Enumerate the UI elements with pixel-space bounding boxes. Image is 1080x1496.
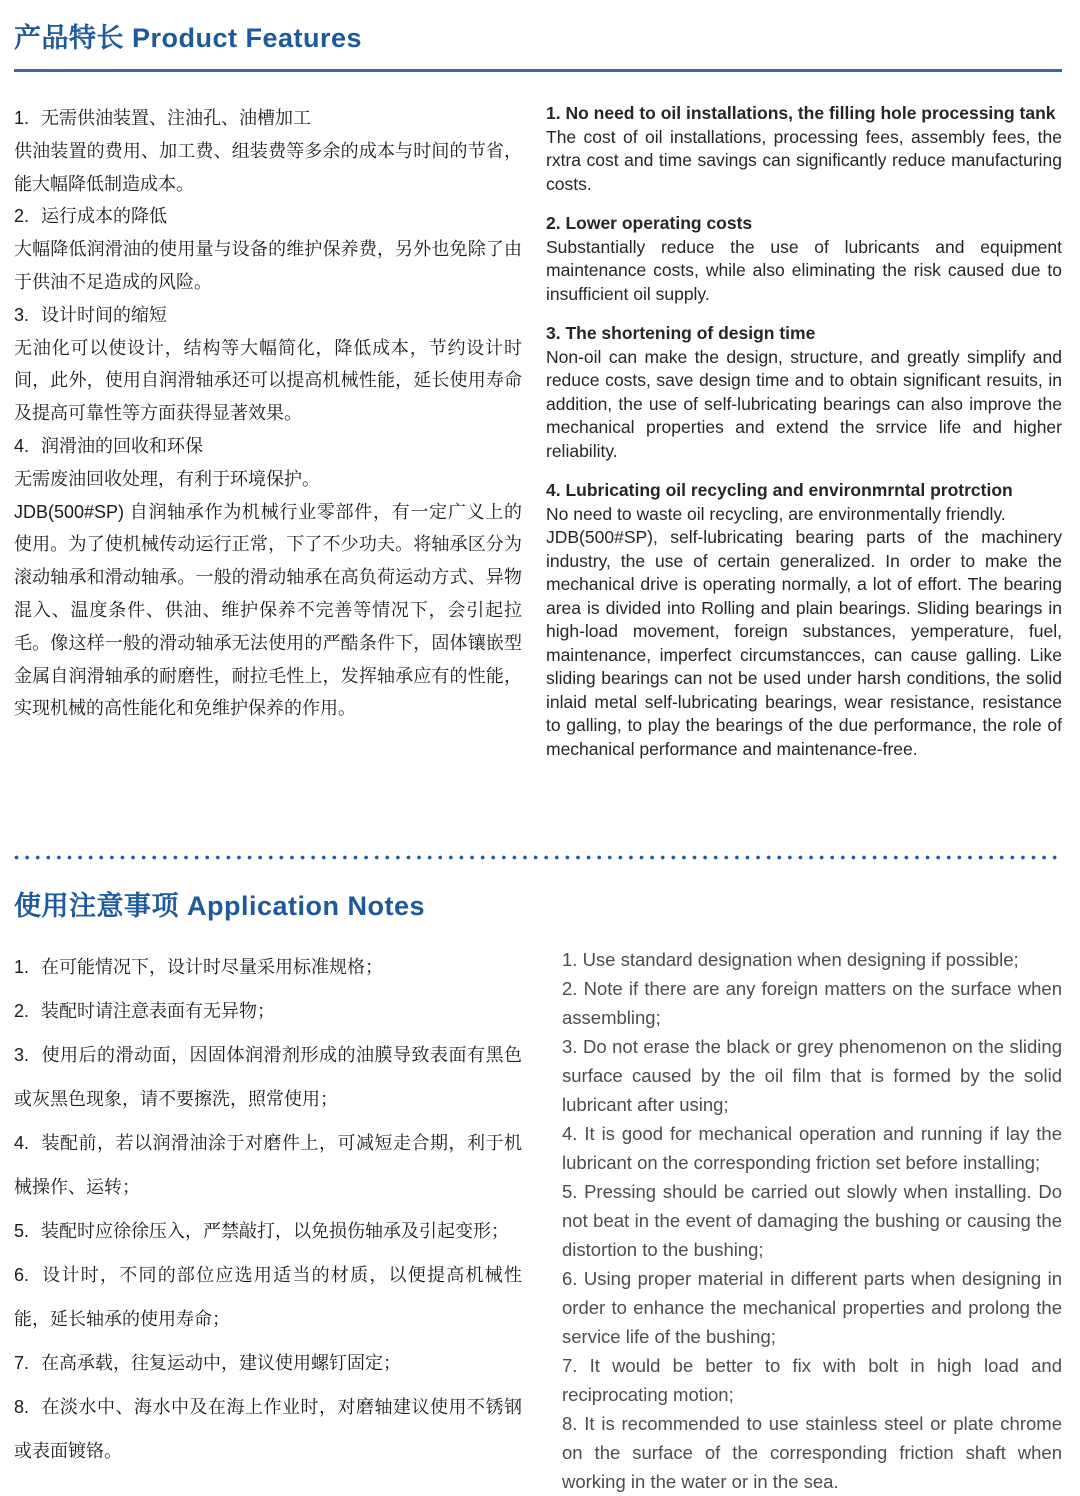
- notes-english-column: [546, 945, 1062, 1496]
- item-text: 使用后的滑动面，因固体润滑剂形成的油膜导致表面有黑色或灰黑色现象，请不要擦洗，照常使用；: [14, 1045, 522, 1109]
- item-number: 8.: [14, 1397, 30, 1417]
- note-en-item: 1. Use standard designation when designing if possible;: [562, 949, 1019, 970]
- note-cn-item: [14, 1121, 522, 1209]
- item-text: 在淡水中、海水中及在海上作业时，对磨轴建议使用不锈钢或表面镀铬。: [14, 1397, 522, 1461]
- note-cn-item: [14, 1341, 522, 1385]
- note-cn-item: [14, 1033, 522, 1121]
- note-cn-item: [14, 1209, 522, 1253]
- feature-cn-item-title: [14, 430, 522, 463]
- item-text: 装配时应徐徐压入，严禁敲打，以免损伤轴承及引起变形；: [41, 1221, 510, 1241]
- notes-chinese-column: [14, 945, 522, 1496]
- section-product-features: [14, 16, 1062, 777]
- features-english-column: [546, 102, 1062, 777]
- item-number: 2.: [14, 1001, 30, 1021]
- item-number: 1.: [14, 957, 30, 977]
- feature-en-item-title: 3. The shortening of design time: [546, 323, 816, 343]
- item-number: 4.: [14, 1133, 30, 1153]
- feature-cn-item-title: [14, 200, 522, 233]
- item-text: 装配时请注意表面有无异物；: [41, 1001, 276, 1021]
- feature-en-item-body: The cost of oil installations, processing fees, assembly fees, the rxtra cost and time savings can significantly reduce manufacturing costs.: [546, 126, 1062, 194]
- feature-cn-item-title: [14, 102, 522, 135]
- application-notes-heading: 使用注意事项 Application Notes: [14, 891, 426, 921]
- feature-cn-item-title: [14, 299, 522, 332]
- feature-en-item: [546, 479, 1062, 761]
- note-cn-item: [14, 945, 522, 989]
- feature-en-item-body: Substantially reduce the use of lubricants and equipment maintenance costs, while also eliminating the risk caused due to insufficient oil supply.: [546, 236, 1062, 304]
- note-cn-item: [14, 1253, 522, 1341]
- feature-en-item-body: Non-oil can make the design, structure, and greatly simplify and reduce costs, save design time and to obtain significant resuits, in addition, the use of self-lubricating bearings can also improve the mechanical properties and extend the srrvice life and higher reliability.: [546, 346, 1062, 461]
- item-number: 7.: [14, 1353, 30, 1373]
- feature-en-item: [546, 212, 1062, 306]
- item-text: 装配前，若以润滑油涂于对磨件上，可减短走合期，利于机械操作、运转；: [14, 1133, 522, 1197]
- feature-en-item-body-2: JDB(500#SP), self-lubricating bearing parts of the machinery industry, the use of certain generalized. In order to make the mechanical drive is operating normally, a lot of effort. The bearing area is divided into Rolling and plain bearings. Sliding bearings in high-load movement, foreign substances, yemperature, fuel, maintenance, imperfect circumstancces, can cause galling. Like sliding bearings can not be used under harsh conditions, the solid inlaid metal self-lubricating bearings, wear resistance, resistance to galling, to play the bearings of the due performance, the role of mechanical performance and maintenance-free.: [546, 527, 1062, 759]
- feature-en-item: [546, 322, 1062, 463]
- item-title-text: 无需供油装置、注油孔、油槽加工: [41, 108, 312, 128]
- note-en-item: 8. It is recommended to use stainless steel or plate chrome on the surface of the corresponding friction shaft when working in the water or in the sea.: [562, 1413, 1062, 1492]
- note-en-item: 4. It is good for mechanical operation and running if lay the lubricant on the corresponding friction set before installing;: [562, 1123, 1062, 1173]
- feature-en-item-title: 1. No need to oil installations, the filling hole processing tank: [546, 103, 1056, 123]
- item-number: 2.: [14, 206, 30, 227]
- item-text: 在高承载，往复运动中，建议使用螺钉固定；: [41, 1353, 402, 1373]
- dotted-divider: [14, 855, 1060, 860]
- features-chinese-column: [14, 102, 522, 777]
- feature-en-item-body: No need to waste oil recycling, are environmentally friendly.: [546, 503, 1006, 524]
- item-number: 3.: [14, 1045, 30, 1065]
- item-number: 3.: [14, 304, 30, 325]
- feature-cn-item-body: 大幅降低润滑油的使用量与设备的维护保养费，另外也免除了由于供油不足造成的风险。: [14, 239, 522, 292]
- note-en-item: 5. Pressing should be carried out slowly when installing. Do not beat in the event of damaging the bushing or causing the distortion to the bushing;: [562, 1181, 1062, 1260]
- item-number: 5.: [14, 1221, 30, 1241]
- feature-cn-item-body: 无油化可以使设计，结构等大幅简化，降低成本，节约设计时间，此外，使用自润滑轴承还可以提高机械性能，延长使用寿命及提高可靠性等方面获得显著效果。: [14, 337, 522, 424]
- features-cn-footer: JDB(500#SP) 自润轴承作为机械行业零部件，有一定广义上的使用。为了使机械传动运行正常，下了不少功夫。将轴承区分为滚动轴承和滑动轴承。一般的滑动轴承在高负荷运动方式、异物混入、温度条件、供油、维护保养不完善等情况下，会引起拉毛。像这样一般的滑动轴承无法使用的严酷条件下，固体镶嵌型金属自润滑轴承的耐磨性，耐拉毛性上，发挥轴承应有的性能，实现机械的高性能化和免维护保养的作用。: [14, 501, 522, 719]
- note-en-item: 2. Note if there are any foreign matters on the surface when assembling;: [562, 978, 1062, 1028]
- note-en-item: 7. It would be better to fix with bolt in high load and reciprocating motion;: [562, 1355, 1062, 1405]
- product-features-heading: 产品特长 Product Features: [14, 23, 363, 53]
- item-title-text: 设计时间的缩短: [41, 304, 168, 325]
- notes-columns: [14, 945, 1062, 1496]
- item-number: 6.: [14, 1265, 30, 1285]
- note-cn-item: [14, 1385, 522, 1473]
- note-cn-item: [14, 989, 522, 1033]
- feature-en-item-title: 2. Lower operating costs: [546, 213, 753, 233]
- feature-cn-item-body: 无需废油回收处理，有利于环境保护。: [14, 468, 320, 489]
- item-text: 在可能情况下，设计时尽量采用标准规格；: [41, 957, 384, 977]
- note-en-item: 6. Using proper material in different parts when designing in order to enhance the mechanical properties and prolong the service life of the bushing;: [562, 1268, 1062, 1347]
- section-application-notes: [14, 884, 1062, 1496]
- feature-en-item: [546, 102, 1062, 196]
- note-en-item: 3. Do not erase the black or grey phenomenon on the sliding surface caused by the oil film that is formed by the solid lubricant after using;: [562, 1036, 1062, 1115]
- heading-rule: [14, 69, 1062, 72]
- features-columns: [14, 102, 1062, 777]
- feature-cn-item-body: 供油装置的费用、加工费、组装费等多余的成本与时间的节省，能大幅降低制造成本。: [14, 140, 522, 194]
- item-number: 4.: [14, 435, 30, 456]
- item-title-text: 运行成本的降低: [41, 206, 168, 227]
- item-title-text: 润滑油的回收和环保: [41, 435, 204, 456]
- item-text: 设计时，不同的部位应选用适当的材质，以便提高机械性能，延长轴承的使用寿命；: [14, 1265, 522, 1329]
- feature-en-item-title: 4. Lubricating oil recycling and environmrntal protrction: [546, 480, 1013, 500]
- item-number: 1.: [14, 108, 30, 128]
